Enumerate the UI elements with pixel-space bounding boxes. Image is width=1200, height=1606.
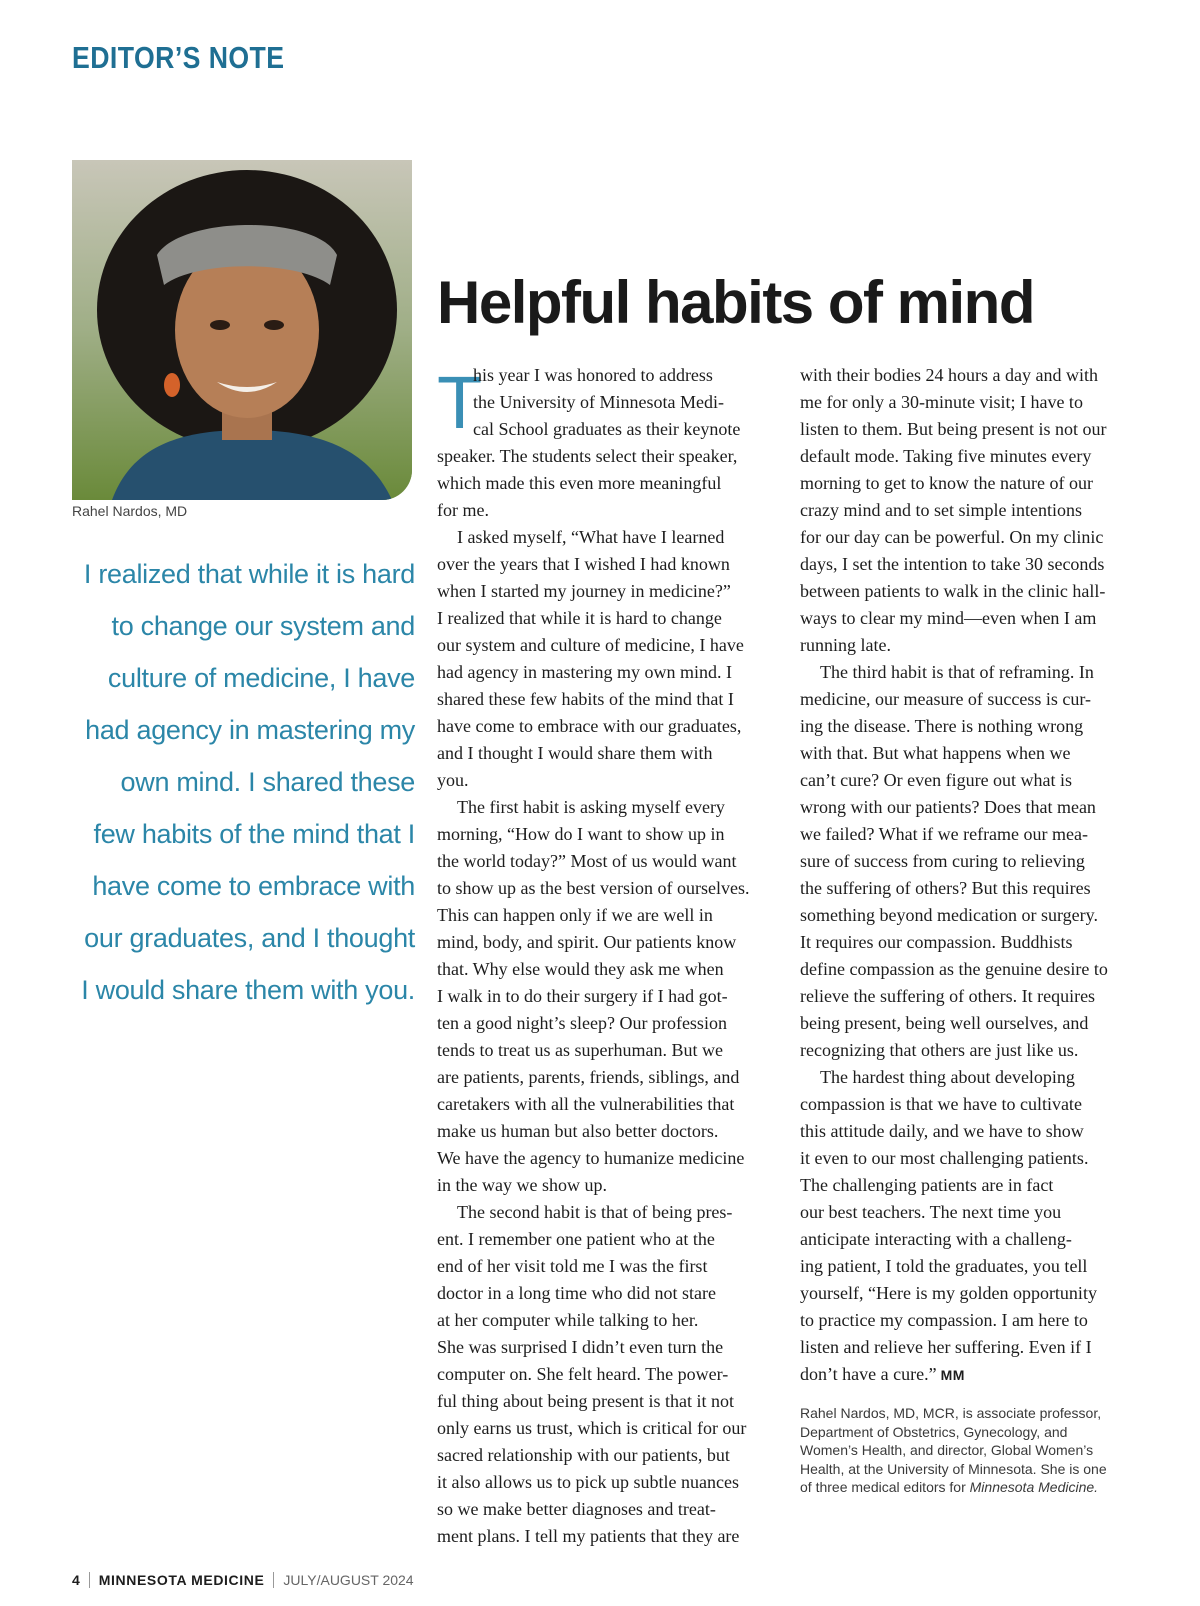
article-line-text: cal School graduates as their keynote [473, 419, 741, 439]
article-line-text: don’t have a cure.” [800, 1364, 937, 1384]
pull-quote-line: our graduates, and I thought [84, 923, 415, 953]
article-line-text: being present, being well ourselves, and [800, 1013, 1089, 1033]
article-line-text: yourself, “Here is my golden opportunity [800, 1283, 1097, 1303]
article-line-text: running late. [800, 635, 891, 655]
article-line [800, 929, 1155, 956]
pull-quote-line: I realized that while it is hard [83, 559, 415, 589]
article-line [800, 659, 1155, 686]
article-line [800, 767, 1155, 794]
article-line-text: I asked myself, “What have I learned [457, 527, 725, 547]
article-line [437, 767, 777, 794]
article-line-text: end of her visit told me I was the first [437, 1256, 708, 1276]
article-line [437, 1280, 777, 1307]
article-line [800, 848, 1155, 875]
article-line-text: The third habit is that of reframing. In [820, 662, 1094, 682]
article-line-text: days, I set the intention to take 30 seconds [800, 554, 1105, 574]
drop-cap: T [437, 361, 483, 444]
section-label: EDITOR’S NOTE [72, 40, 285, 75]
article-line-text: She was surprised I didn’t even turn the [437, 1337, 724, 1357]
article-line-text: you. [437, 770, 469, 790]
article-line-text: The challenging patients are in fact [800, 1175, 1054, 1195]
page-footer [72, 1572, 414, 1588]
article-line [437, 1199, 777, 1226]
article-line-text: recognizing that others are just like us. [800, 1040, 1079, 1060]
article-line [437, 524, 777, 551]
article-line [800, 524, 1155, 551]
article-line [437, 1253, 777, 1280]
article-line-text: and I thought I would share them with [437, 743, 713, 763]
publication-name: Minnesota Medicine. [969, 1479, 1099, 1496]
article-line [800, 1334, 1155, 1361]
bio-line [800, 1460, 1150, 1479]
article-line-text: This can happen only if we are well in [437, 905, 713, 925]
article-line [437, 686, 777, 713]
article-line [800, 902, 1155, 929]
bio-line-text: Health, at the University of Minnesota. She is one [800, 1460, 1107, 1477]
article-line [800, 1118, 1155, 1145]
article-line [437, 1307, 777, 1334]
pull-quote-line: few habits of the mind that I [93, 819, 415, 849]
article-line [800, 956, 1155, 983]
article-line [437, 740, 777, 767]
article-line-text: are patients, parents, friends, siblings, and [437, 1067, 740, 1087]
article-line [437, 1415, 777, 1442]
article-line-text: between patients to walk in the clinic hall- [800, 581, 1106, 601]
end-mark: MM [940, 1367, 965, 1383]
article-line [800, 821, 1155, 848]
article-line-text: which made this even more meaningful [437, 473, 722, 493]
article-line-text: The second habit is that of being pres- [457, 1202, 733, 1222]
article-line-text: ways to clear my mind—even when I am [800, 608, 1097, 628]
article-line-text: to practice my compassion. I am here to [800, 1310, 1088, 1330]
article-line [437, 1145, 777, 1172]
article-line-text: this attitude daily, and we have to show [800, 1121, 1084, 1141]
article-line-text: It requires our compassion. Buddhists [800, 932, 1073, 952]
article-line-text: compassion is that we have to cultivate [800, 1094, 1082, 1114]
article-line [437, 794, 777, 821]
article-line-text: morning to get to know the nature of our [800, 473, 1093, 493]
pull-quote-line: to change our system and [111, 611, 415, 641]
article-line-text: our best teachers. The next time you [800, 1202, 1062, 1222]
article-line-text: to show up as the best version of ourselves. [437, 878, 750, 898]
article-line-text: that. Why else would they ask me when [437, 959, 724, 979]
article-line-text: doctor in a long time who did not stare [437, 1283, 716, 1303]
article-line [437, 1226, 777, 1253]
article-line-text: ful thing about being present is that it not [437, 1391, 734, 1411]
article-line [800, 1361, 1155, 1389]
article-line [800, 1145, 1155, 1172]
article-line-text: medicine, our measure of success is cur- [800, 689, 1092, 709]
article-line-text: sacred relationship with our patients, but [437, 1445, 730, 1465]
footer-divider [89, 1572, 90, 1588]
article-line [800, 1064, 1155, 1091]
article-line-text: mind, body, and spirit. Our patients know [437, 932, 737, 952]
article-line [800, 794, 1155, 821]
article-line [437, 1118, 777, 1145]
bio-line [800, 1478, 1150, 1497]
article-line-text: relieve the suffering of others. It requires [800, 986, 1096, 1006]
article-line-text: shared these few habits of the mind that I [437, 689, 734, 709]
pull-quote-line: own mind. I shared these [120, 767, 415, 797]
article-line-text: the world today?” Most of us would want [437, 851, 737, 871]
article-line-text: The hardest thing about developing [820, 1067, 1075, 1087]
article-line-text: our system and culture of medicine, I have [437, 635, 744, 655]
article-line [437, 956, 777, 983]
article-line [800, 605, 1155, 632]
article-line [437, 821, 777, 848]
article-line-text: we failed? What if we reframe our mea- [800, 824, 1089, 844]
article-title: Helpful habits of mind [437, 269, 1034, 336]
pull-quote-line: have come to embrace with [92, 871, 415, 901]
article-line [800, 416, 1155, 443]
article-line-text: with their bodies 24 hours a day and with [800, 365, 1098, 385]
article-line-text: his year I was honored to address [473, 365, 713, 385]
article-line [800, 1172, 1155, 1199]
article-line [437, 632, 777, 659]
article-line-text: me for only a 30-minute visit; I have to [800, 392, 1083, 412]
article-line-text: morning, “How do I want to show up in [437, 824, 725, 844]
article-line [437, 1334, 777, 1361]
article-line-text: default mode. Taking five minutes every [800, 446, 1092, 466]
article-line [437, 443, 777, 470]
article-line-text: wrong with our patients? Does that mean [800, 797, 1096, 817]
article-line-text: can’t cure? Or even figure out what is [800, 770, 1073, 790]
article-line [800, 632, 1155, 659]
article-line [800, 362, 1155, 389]
article-line-text: when I started my journey in medicine?” [437, 581, 731, 601]
pull-quote-line: had agency in mastering my [85, 715, 415, 745]
article-line-text: ment plans. I tell my patients that they are [437, 1526, 740, 1546]
article-line-text: speaker. The students select their speaker, [437, 446, 738, 466]
article-line [437, 848, 777, 875]
article-line [437, 1064, 777, 1091]
article-line [800, 1253, 1155, 1280]
article-line [437, 578, 777, 605]
article-line [800, 578, 1155, 605]
article-column-1 [437, 362, 777, 1550]
article-line [437, 497, 777, 524]
article-line [800, 1037, 1155, 1064]
author-portrait [72, 160, 412, 500]
article-line-text: it also allows us to pick up subtle nuances [437, 1472, 739, 1492]
bio-line-text: Department of Obstetrics, Gynecology, and [800, 1423, 1068, 1440]
portrait-caption: Rahel Nardos, MD [72, 503, 188, 519]
article-line [437, 1091, 777, 1118]
article-line-text: ing the disease. There is nothing wrong [800, 716, 1084, 736]
article-line-text: computer on. She felt heard. The power- [437, 1364, 729, 1384]
article-line [437, 605, 777, 632]
article-line [437, 713, 777, 740]
magazine-name: MINNESOTA MEDICINE [98, 1572, 265, 1588]
article-line-text: the University of Minnesota Medi- [473, 392, 724, 412]
article-line [437, 1442, 777, 1469]
article-line-text: for me. [437, 500, 489, 520]
article-line-text: listen to them. But being present is not our [800, 419, 1107, 439]
article-line [800, 1280, 1155, 1307]
article-line [437, 1361, 777, 1388]
article-line-text: for our day can be powerful. On my clinic [800, 527, 1104, 547]
article-line-text: the suffering of others? But this requires [800, 878, 1091, 898]
article-line [437, 551, 777, 578]
article-line [800, 470, 1155, 497]
article-line-text: I realized that while it is hard to change [437, 608, 722, 628]
article-line [800, 1307, 1155, 1334]
page-number: 4 [72, 1572, 80, 1588]
bio-line [800, 1423, 1150, 1442]
article-line-text: so we make better diagnoses and treat- [437, 1499, 716, 1519]
article-line [800, 443, 1155, 470]
article-line [437, 1469, 777, 1496]
article-line-text: over the years that I wished I had known [437, 554, 730, 574]
article-line-text: have come to embrace with our graduates, [437, 716, 742, 736]
article-line [437, 659, 777, 686]
article-line [800, 1091, 1155, 1118]
article-line [437, 1037, 777, 1064]
pull-quote [72, 548, 415, 1016]
article-line [437, 362, 777, 389]
article-line [800, 497, 1155, 524]
article-line [437, 902, 777, 929]
article-line-text: only earns us trust, which is critical for our [437, 1418, 747, 1438]
article-line-text: tends to treat us as superhuman. But we [437, 1040, 723, 1060]
article-line [800, 1010, 1155, 1037]
pull-quote-line: I would share them with you. [81, 975, 415, 1005]
article-line-text: anticipate interacting with a challeng- [800, 1229, 1072, 1249]
article-line-text: ten a good night’s sleep? Our profession [437, 1013, 727, 1033]
bio-line [800, 1404, 1150, 1423]
article-line-text: had agency in mastering my own mind. I [437, 662, 732, 682]
article-line-text: ent. I remember one patient who at the [437, 1229, 715, 1249]
article-line [437, 1523, 777, 1550]
article-line-text: make us human but also better doctors. [437, 1121, 719, 1141]
article-line [800, 713, 1155, 740]
article-line-text: in the way we show up. [437, 1175, 607, 1195]
article-line [437, 1388, 777, 1415]
article-line [437, 983, 777, 1010]
article-line-text: caretakers with all the vulnerabilities that [437, 1094, 735, 1114]
article-line-text: define compassion as the genuine desire to [800, 959, 1108, 979]
article-line [800, 740, 1155, 767]
bio-line-text: Rahel Nardos, MD, MCR, is associate professor, [800, 1405, 1102, 1421]
article-line [437, 470, 777, 497]
article-line-text: at her computer while talking to her. [437, 1310, 699, 1330]
article-line-text: something beyond medication or surgery. [800, 905, 1098, 925]
article-line [800, 983, 1155, 1010]
article-line-text: it even to our most challenging patients. [800, 1148, 1089, 1168]
footer-divider [273, 1572, 274, 1588]
article-line [800, 389, 1155, 416]
article-line [437, 929, 777, 956]
article-line-text: with that. But what happens when we [800, 743, 1071, 763]
issue-date: JULY/AUGUST 2024 [283, 1572, 414, 1588]
article-line-text: ing patient, I told the graduates, you tell [800, 1256, 1088, 1276]
article-line-text: crazy mind and to set simple intentions [800, 500, 1082, 520]
article-line [437, 875, 777, 902]
article-line [437, 416, 777, 443]
article-line [437, 1496, 777, 1523]
article-line [800, 551, 1155, 578]
article-line [800, 686, 1155, 713]
article-line [437, 1172, 777, 1199]
article-line [437, 389, 777, 416]
article-line [800, 875, 1155, 902]
author-bio [800, 1404, 1150, 1497]
article-line-text: We have the agency to humanize medicine [437, 1148, 745, 1168]
bio-line-text: Women’s Health, and director, Global Women’s [800, 1442, 1094, 1459]
article-column-2 [800, 362, 1155, 1389]
article-line [437, 1010, 777, 1037]
article-line-text: I walk in to do their surgery if I had got- [437, 986, 728, 1006]
article-line-text: sure of success from curing to relieving [800, 851, 1085, 871]
article-line-text: The first habit is asking myself every [457, 797, 725, 817]
article-line [800, 1199, 1155, 1226]
pull-quote-line: culture of medicine, I have [107, 663, 415, 693]
bio-line [800, 1441, 1150, 1460]
bio-line-text: of three medical editors for [800, 1479, 970, 1496]
article-line [800, 1226, 1155, 1253]
article-line-text: listen and relieve her suffering. Even if I [800, 1337, 1092, 1357]
